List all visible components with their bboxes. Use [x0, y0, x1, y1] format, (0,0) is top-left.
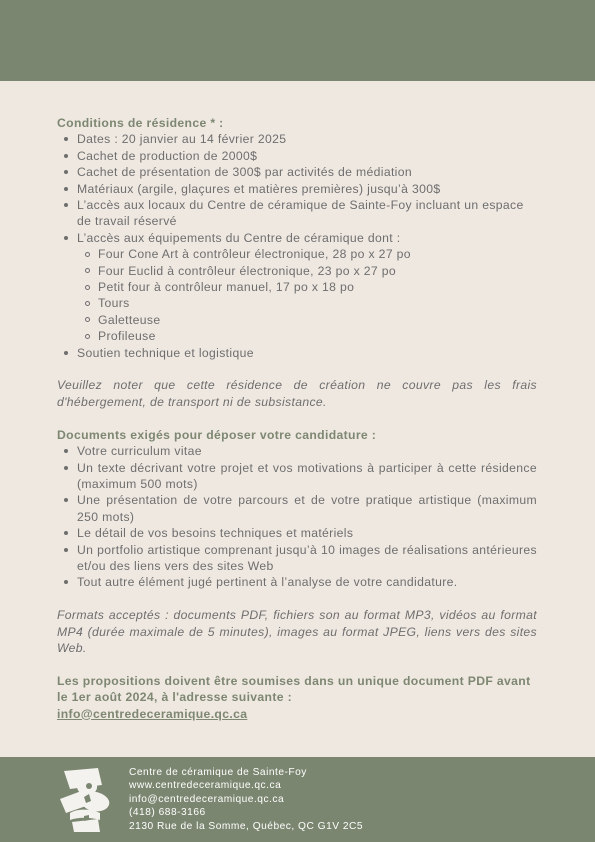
- list-item: Votre curriculum vitae: [57, 443, 537, 459]
- footer-address: 2130 Rue de la Somme, Québec, QC G1V 2C5: [129, 820, 364, 832]
- submission-text: Les propositions doivent être soumises dans un unique document PDF avant le 1er août 2024, à l'adresse suivante :: [57, 673, 531, 705]
- documents-heading: Documents exigés pour déposer votre candidature :: [57, 427, 377, 442]
- footer-website-link[interactable]: www.centredeceramique.qc.ca: [129, 780, 282, 792]
- accepted-formats-note: Formats acceptés : documents PDF, fichiers son au format MP3, vidéos au format MP4 (durée maximale de 5 minutes), images au format JPEG, liens vers des sites Web.: [57, 608, 537, 655]
- list-item: L’accès aux locaux du Centre de céramique de Sainte-Foy incluant un espace de travail réservé: [57, 197, 537, 230]
- equipment-item: Petit four à contrôleur manuel, 17 po x 18 po: [57, 279, 537, 295]
- list-item: [57, 230, 537, 345]
- residence-heading: Conditions de résidence * :: [57, 116, 224, 130]
- equipment-item: Profileuse: [57, 328, 537, 344]
- list-item: Dates : 20 janvier au 14 février 2025: [57, 131, 537, 147]
- header-band: [0, 0, 595, 81]
- main-content: [57, 115, 537, 722]
- equipment-list: [77, 246, 537, 344]
- footer-contact: [129, 766, 363, 833]
- list-item: Le détail de vos besoins techniques et matériels: [57, 525, 537, 541]
- submission-email-link[interactable]: info@centredeceramique.qc.ca: [57, 706, 248, 721]
- list-item: Une présentation de votre parcours et de votre pratique artistique (maximum 250 mots): [57, 492, 537, 525]
- coverage-note: Veuillez noter que cette résidence de création ne couvre pas les frais d'hébergement, de transport ni de subsistance.: [57, 378, 537, 409]
- footer-email-link[interactable]: info@centredeceramique.qc.ca: [129, 793, 285, 805]
- list-item: Tout autre élément jugé pertinent à l’analyse de votre candidature.: [57, 574, 537, 590]
- footer-phone: (418) 688-3166: [129, 807, 206, 819]
- residence-conditions-list: [57, 131, 537, 361]
- footer: [0, 757, 595, 842]
- equipment-item: Galetteuse: [57, 312, 537, 328]
- list-item: Cachet de production de 2000$: [57, 148, 537, 164]
- equipment-intro: L’accès aux équipements du Centre de céramique dont :: [77, 230, 401, 245]
- list-item: Un portfolio artistique comprenant jusqu’à 10 images de réalisations antérieures et/ou des liens vers des sites Web: [57, 542, 537, 575]
- list-item: Matériaux (argile, glaçures et matières premières) jusqu’à 300$: [57, 181, 537, 197]
- list-item: Cachet de présentation de 300$ par activités de médiation: [57, 164, 537, 180]
- documents-list: [57, 443, 537, 591]
- list-item: Un texte décrivant votre projet et vos motivations à participer à cette résidence (maximum 500 mots): [57, 460, 537, 493]
- equipment-item: Four Euclid à contrôleur électronique, 23 po x 27 po: [57, 263, 537, 279]
- equipment-item: Four Cone Art à contrôleur électronique, 28 po x 27 po: [57, 246, 537, 262]
- equipment-item: Tours: [57, 295, 537, 311]
- footer-organization-name: Centre de céramique de Sainte-Foy: [129, 767, 307, 778]
- list-item: Soutien technique et logistique: [57, 345, 537, 361]
- ceramic-centre-logo-icon: [58, 767, 112, 833]
- submission-instructions: [57, 673, 537, 722]
